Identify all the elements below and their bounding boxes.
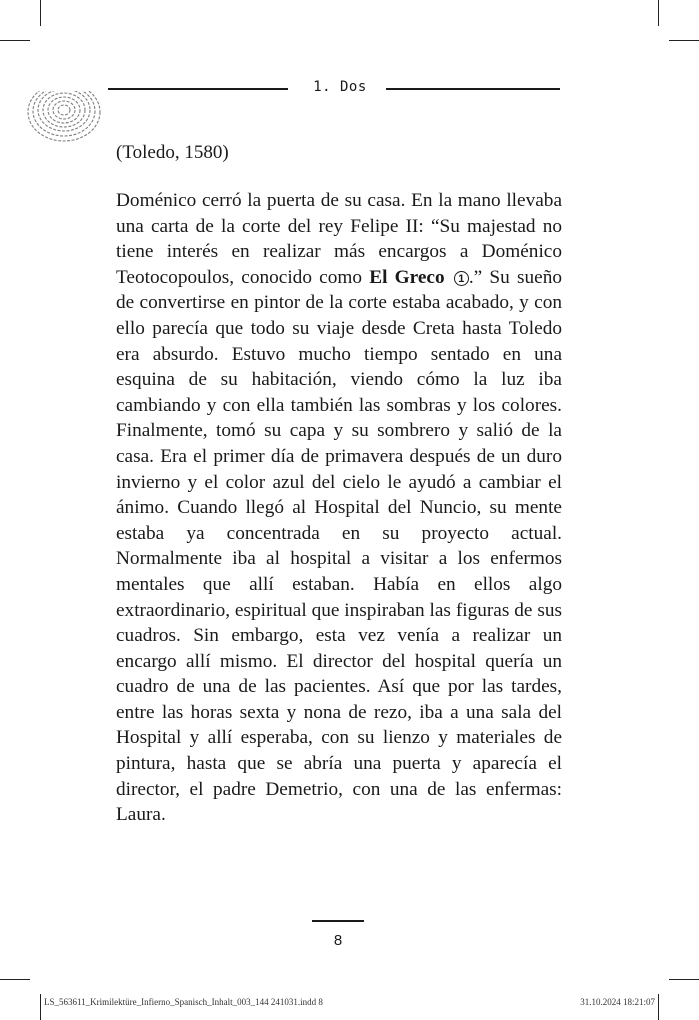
folio-rule xyxy=(312,920,364,922)
crop-mark-left-top xyxy=(0,40,30,41)
crop-mark-bottom-right xyxy=(658,994,659,1020)
info-circle-icon: 1 xyxy=(454,271,469,286)
print-slug-date: 31.10.2024 18:21:07 xyxy=(580,997,655,1007)
crop-mark-right-top xyxy=(669,40,699,41)
body-paragraph xyxy=(116,188,562,828)
paragraph-text-end: .” Su sueño de convertirse en pintor de la corte estaba acabado, y con ello parecía que todo su viaje desde Creta hasta Toledo era absurdo. Estuvo mucho tiempo sentado en una esquina de su habitación, viendo cómo la luz iba cambiando y con ella también las sombras y los colores. Finalmente, tomó su capa y su sombrero y salió de la casa. Era el primer día de primavera después de un duro invierno y el color azul del cielo le ayudó a cambiar el ánimo. Cuando llegó al Hospital del Nuncio, su mente estaba ya concentrada en su proyecto actual. Normalmente iba al hospital a visitar a los enfermos mentales que allí estaban. Había en ellos algo extraordinario, espiritual que inspiraban las figuras de sus cuadros. Sin embargo, esta vez venía a realizar un encargo allí mismo. El director del hospital quería un cuadro de una de las pacientes. Así que por las tardes, entre las horas sexta y nona de rezo, iba a una sala del Hospital y allí esperaba, con su lienzo y materiales de pintura, hasta que se abría una puerta y aparecía el director, el padre Demetrio, con una de las enfermas: Laura. xyxy=(116,266,562,826)
running-head: 1. Dos xyxy=(313,79,367,95)
print-slug-file: LS_563611_Krimilektüre_Infierno_Spanisch_Inhalt_003_144 241031.indd 8 xyxy=(44,997,323,1007)
paragraph-text-start: Doménico cerró la puerta de su casa. En la mano llevaba una carta de la corte del rey Felipe II: “Su majestad no tiene interés en realizar más encargos a Doménico Teotocopoulos, conocido como xyxy=(116,190,562,288)
crop-mark-right-bottom xyxy=(669,979,699,980)
glossary-term: El Greco xyxy=(369,266,445,288)
page-number: 8 xyxy=(333,932,343,949)
crop-mark-left-bottom xyxy=(0,979,30,980)
fingerprint-icon xyxy=(26,80,108,146)
header-rule-right xyxy=(386,88,560,90)
place-date-heading: (Toledo, 1580) xyxy=(116,142,229,163)
crop-mark-top-right xyxy=(658,0,659,26)
crop-mark-top-left xyxy=(40,0,41,26)
crop-mark-bottom-left xyxy=(40,994,41,1020)
